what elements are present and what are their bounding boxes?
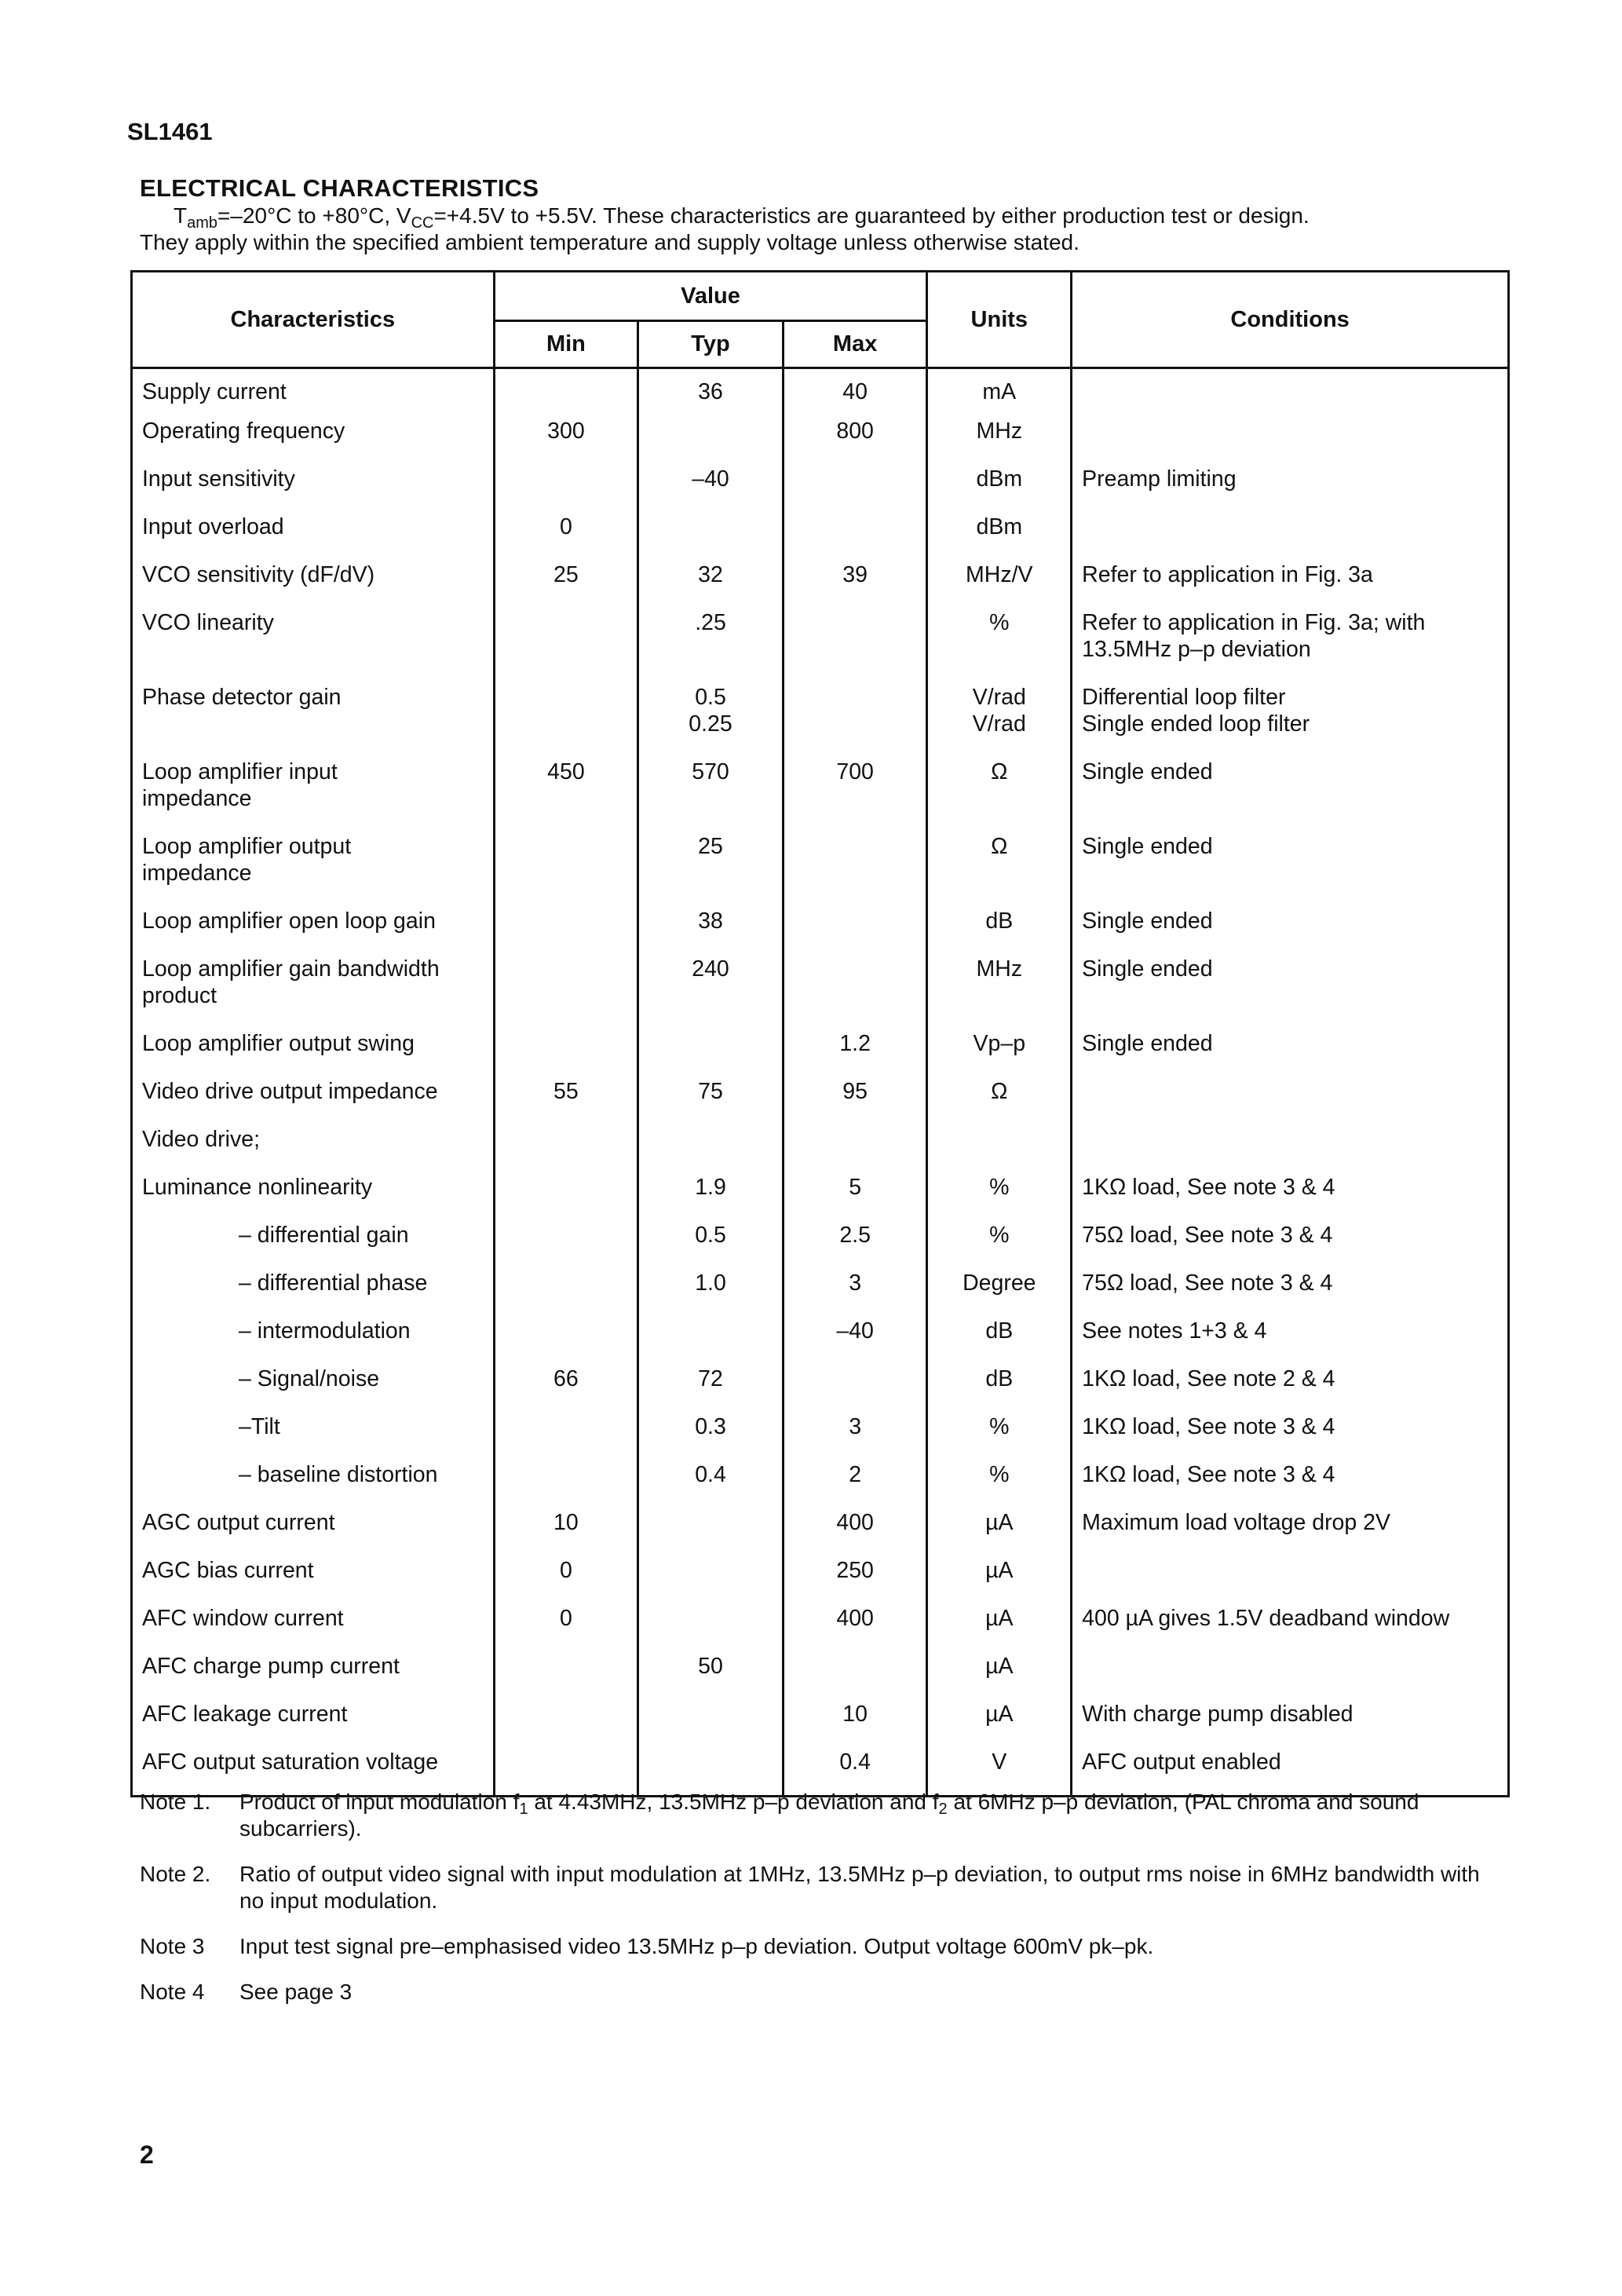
intro-text: $T_{amb}=-20^\circ C$ to +80°C, $V_{CC}=+4.5V$ to +5.5V. These characteristics are guaranteed by either production test or design. They apply within the specified ambient temperature and supply voltage unless otherwise stated.: [140, 203, 1310, 254]
units-cell: %: [927, 1413, 1072, 1461]
conditions-cell: 75Ω load, See note 3 & 4: [1072, 1222, 1509, 1270]
max-cell: [783, 833, 927, 908]
conditions-cell: Single ended: [1072, 908, 1509, 956]
min-cell: [494, 1270, 638, 1318]
characteristic-cell: Loop amplifier open loop gain: [132, 908, 495, 956]
table-row: [132, 1605, 1509, 1653]
max-cell: 39: [783, 561, 927, 609]
max-cell: –40: [783, 1318, 927, 1366]
characteristic-cell: – Signal/noise: [132, 1366, 495, 1413]
conditions-cell: Maximum load voltage drop 2V: [1072, 1509, 1509, 1557]
conditions-cell: 75Ω load, See note 3 & 4: [1072, 1270, 1509, 1318]
characteristic-cell: Supply current: [132, 368, 495, 419]
conditions-cell: 1KΩ load, See note 2 & 4: [1072, 1366, 1509, 1413]
min-cell: [494, 1030, 638, 1078]
table-row: [132, 684, 1509, 759]
characteristic-cell: Luminance nonlinearity: [132, 1174, 495, 1222]
typ-cell: [638, 1605, 784, 1653]
max-cell: 2.5: [783, 1222, 927, 1270]
typ-cell: 75: [638, 1078, 784, 1126]
typ-cell: 1.9: [638, 1174, 784, 1222]
min-cell: [494, 1126, 638, 1174]
max-cell: 400: [783, 1605, 927, 1653]
characteristic-cell: AGC output current: [132, 1509, 495, 1557]
units-cell: MHz: [927, 956, 1072, 1030]
units-cell: dB: [927, 908, 1072, 956]
characteristic-cell: Input sensitivity: [132, 466, 495, 514]
note-label: Note 1.: [140, 1790, 211, 1814]
units-cell: %: [927, 1222, 1072, 1270]
typ-cell: [638, 1701, 784, 1749]
units-cell: V/rad V/rad: [927, 684, 1072, 759]
note-label: Note 4: [140, 1980, 205, 2004]
conditions-cell: AFC output enabled: [1072, 1749, 1509, 1797]
table-row: [132, 759, 1509, 833]
header-typ: Typ: [638, 321, 784, 368]
min-cell: [494, 908, 638, 956]
conditions-cell: [1072, 1078, 1509, 1126]
conditions-cell: Single ended: [1072, 956, 1509, 1030]
units-cell: MHz: [927, 418, 1072, 466]
conditions-cell: Single ended: [1072, 759, 1509, 833]
header-value: Value: [494, 272, 927, 321]
max-cell: 3: [783, 1270, 927, 1318]
units-cell: %: [927, 1174, 1072, 1222]
characteristic-cell: Loop amplifier output swing: [132, 1030, 495, 1078]
min-cell: [494, 956, 638, 1030]
table-row: [132, 609, 1509, 684]
characteristic-cell: – baseline distortion: [132, 1461, 495, 1509]
min-cell: [494, 1222, 638, 1270]
table-row: [132, 1557, 1509, 1605]
characteristic-cell: Phase detector gain: [132, 684, 495, 759]
max-cell: 2: [783, 1461, 927, 1509]
typ-cell: 50: [638, 1653, 784, 1701]
units-cell: dBm: [927, 466, 1072, 514]
characteristic-cell: AFC output saturation voltage: [132, 1749, 495, 1797]
table-row: [132, 1366, 1509, 1413]
table-row: [132, 1126, 1509, 1174]
part-number: SL1461: [127, 118, 213, 145]
conditions-cell: 1KΩ load, See note 3 & 4: [1072, 1461, 1509, 1509]
table-row: [132, 1701, 1509, 1749]
max-cell: [783, 684, 927, 759]
conditions-cell: With charge pump disabled: [1072, 1701, 1509, 1749]
table-row: [132, 908, 1509, 956]
characteristic-cell: Operating frequency: [132, 418, 495, 466]
note-text: Ratio of output video signal with input modulation at 1MHz, 13.5MHz p–p deviation, to output rms noise in 6MHz bandwidth with no input modulation.: [239, 1862, 1480, 1913]
characteristic-cell: Loop amplifier input impedance: [132, 759, 495, 833]
typ-cell: 240: [638, 956, 784, 1030]
min-cell: 55: [494, 1078, 638, 1126]
typ-cell: 1.0: [638, 1270, 784, 1318]
header-max: Max: [783, 321, 927, 368]
units-cell: Ω: [927, 833, 1072, 908]
table-row: [132, 466, 1509, 514]
conditions-cell: [1072, 514, 1509, 561]
table-row: [132, 1653, 1509, 1701]
characteristic-cell: AFC charge pump current: [132, 1653, 495, 1701]
units-cell: µA: [927, 1605, 1072, 1653]
min-cell: [494, 1701, 638, 1749]
note-label: Note 2.: [140, 1862, 211, 1886]
typ-cell: [638, 418, 784, 466]
units-cell: dB: [927, 1318, 1072, 1366]
table-row: [132, 1413, 1509, 1461]
typ-cell: [638, 1030, 784, 1078]
min-cell: [494, 1318, 638, 1366]
min-cell: 25: [494, 561, 638, 609]
table-row: [132, 1222, 1509, 1270]
typ-cell: [638, 1126, 784, 1174]
table-row: [132, 833, 1509, 908]
characteristic-cell: Loop amplifier gain bandwidth product: [132, 956, 495, 1030]
min-cell: [494, 684, 638, 759]
typ-cell: [638, 1509, 784, 1557]
units-cell: dBm: [927, 514, 1072, 561]
units-cell: µA: [927, 1509, 1072, 1557]
typ-cell: 0.4: [638, 1461, 784, 1509]
max-cell: 3: [783, 1413, 927, 1461]
note-1: [140, 1789, 1506, 1842]
min-cell: [494, 1174, 638, 1222]
conditions-cell: Single ended: [1072, 1030, 1509, 1078]
min-cell: 0: [494, 514, 638, 561]
characteristic-cell: AFC window current: [132, 1605, 495, 1653]
page-number: 2: [140, 2141, 154, 2169]
characteristic-cell: AGC bias current: [132, 1557, 495, 1605]
units-cell: V: [927, 1749, 1072, 1797]
units-cell: µA: [927, 1557, 1072, 1605]
characteristic-cell: Video drive;: [132, 1126, 495, 1174]
units-cell: Degree: [927, 1270, 1072, 1318]
min-cell: [494, 466, 638, 514]
conditions-cell: [1072, 1653, 1509, 1701]
characteristic-cell: – differential phase: [132, 1270, 495, 1318]
max-cell: 700: [783, 759, 927, 833]
conditions-cell: [1072, 418, 1509, 466]
min-cell: 300: [494, 418, 638, 466]
max-cell: 1.2: [783, 1030, 927, 1078]
units-cell: Vp–p: [927, 1030, 1072, 1078]
min-cell: 450: [494, 759, 638, 833]
conditions-cell: 1KΩ load, See note 3 & 4: [1072, 1174, 1509, 1222]
max-cell: 95: [783, 1078, 927, 1126]
typ-cell: 38: [638, 908, 784, 956]
max-cell: 800: [783, 418, 927, 466]
min-cell: [494, 1413, 638, 1461]
note-text: Product of input modulation $f_1$ at 4.43MHz, 13.5MHz p–p deviation and $f_2$ at 6MHz p–p deviation, (PAL chroma and sound subcarriers).: [239, 1790, 1419, 1841]
table-row: [132, 1461, 1509, 1509]
min-cell: 66: [494, 1366, 638, 1413]
typ-cell: 0.5: [638, 1222, 784, 1270]
conditions-cell: 1KΩ load, See note 3 & 4: [1072, 1413, 1509, 1461]
max-cell: 400: [783, 1509, 927, 1557]
characteristics-table: [130, 270, 1510, 1797]
min-cell: [494, 833, 638, 908]
max-cell: [783, 1653, 927, 1701]
note-2: [140, 1861, 1506, 1914]
typ-cell: 0.5 0.25: [638, 684, 784, 759]
table-row: [132, 1318, 1509, 1366]
table-row: [132, 1174, 1509, 1222]
max-cell: 0.4: [783, 1749, 927, 1797]
typ-cell: [638, 1318, 784, 1366]
header-conditions: Conditions: [1072, 272, 1509, 368]
notes: [140, 1789, 1506, 2024]
typ-cell: [638, 1557, 784, 1605]
characteristic-cell: – intermodulation: [132, 1318, 495, 1366]
typ-cell: 72: [638, 1366, 784, 1413]
min-cell: 10: [494, 1509, 638, 1557]
min-cell: [494, 368, 638, 419]
max-cell: [783, 466, 927, 514]
note-label: Note 3: [140, 1934, 205, 1958]
min-cell: [494, 1461, 638, 1509]
characteristic-cell: – differential gain: [132, 1222, 495, 1270]
max-cell: [783, 956, 927, 1030]
note-3: [140, 1933, 1506, 1960]
conditions-cell: Single ended: [1072, 833, 1509, 908]
table-row: [132, 368, 1509, 419]
typ-cell: 570: [638, 759, 784, 833]
characteristic-cell: –Tilt: [132, 1413, 495, 1461]
characteristic-cell: AFC leakage current: [132, 1701, 495, 1749]
typ-cell: .25: [638, 609, 784, 684]
min-cell: 0: [494, 1605, 638, 1653]
units-cell: Ω: [927, 759, 1072, 833]
conditions-cell: [1072, 1126, 1509, 1174]
characteristic-cell: VCO linearity: [132, 609, 495, 684]
table-row: [132, 1270, 1509, 1318]
typ-cell: 25: [638, 833, 784, 908]
table-row: [132, 418, 1509, 466]
table-row: [132, 1509, 1509, 1557]
table-row: [132, 514, 1509, 561]
note-text: See page 3: [239, 1980, 353, 2004]
max-cell: [783, 609, 927, 684]
units-cell: MHz/V: [927, 561, 1072, 609]
units-cell: µA: [927, 1653, 1072, 1701]
typ-cell: –40: [638, 466, 784, 514]
max-cell: 10: [783, 1701, 927, 1749]
typ-cell: 36: [638, 368, 784, 419]
conditions-cell: See notes 1+3 & 4: [1072, 1318, 1509, 1366]
min-cell: [494, 1653, 638, 1701]
header-min: Min: [494, 321, 638, 368]
header-characteristics: Characteristics: [132, 272, 495, 368]
header-units: Units: [927, 272, 1072, 368]
typ-cell: 0.3: [638, 1413, 784, 1461]
max-cell: [783, 908, 927, 956]
conditions-cell: Refer to application in Fig. 3a; with 13.5MHz p–p deviation: [1072, 609, 1509, 684]
units-cell: [927, 1126, 1072, 1174]
table-row: [132, 561, 1509, 609]
conditions-cell: 400 µA gives 1.5V deadband window: [1072, 1605, 1509, 1653]
section-heading: ELECTRICAL CHARACTERISTICS: [140, 174, 539, 202]
note-text: Input test signal pre–emphasised video 13.5MHz p–p deviation. Output voltage 600mV pk–pk.: [239, 1934, 1154, 1958]
max-cell: [783, 1126, 927, 1174]
conditions-cell: Differential loop filter Single ended loop filter: [1072, 684, 1509, 759]
units-cell: %: [927, 1461, 1072, 1509]
characteristic-cell: Loop amplifier output impedance: [132, 833, 495, 908]
max-cell: 5: [783, 1174, 927, 1222]
table-row: [132, 1078, 1509, 1126]
max-cell: 250: [783, 1557, 927, 1605]
typ-cell: [638, 514, 784, 561]
conditions-cell: [1072, 1557, 1509, 1605]
table-row: [132, 956, 1509, 1030]
max-cell: [783, 1366, 927, 1413]
conditions-cell: Refer to application in Fig. 3a: [1072, 561, 1509, 609]
units-cell: µA: [927, 1701, 1072, 1749]
units-cell: dB: [927, 1366, 1072, 1413]
characteristic-cell: VCO sensitivity (dF/dV): [132, 561, 495, 609]
conditions-cell: [1072, 368, 1509, 419]
units-cell: %: [927, 609, 1072, 684]
table-row: [132, 1030, 1509, 1078]
note-4: [140, 1979, 1506, 2005]
units-cell: Ω: [927, 1078, 1072, 1126]
min-cell: 0: [494, 1557, 638, 1605]
units-cell: mA: [927, 368, 1072, 419]
characteristic-cell: Input overload: [132, 514, 495, 561]
min-cell: [494, 609, 638, 684]
max-cell: 40: [783, 368, 927, 419]
typ-cell: 32: [638, 561, 784, 609]
max-cell: [783, 514, 927, 561]
characteristic-cell: Video drive output impedance: [132, 1078, 495, 1126]
conditions-cell: Preamp limiting: [1072, 466, 1509, 514]
